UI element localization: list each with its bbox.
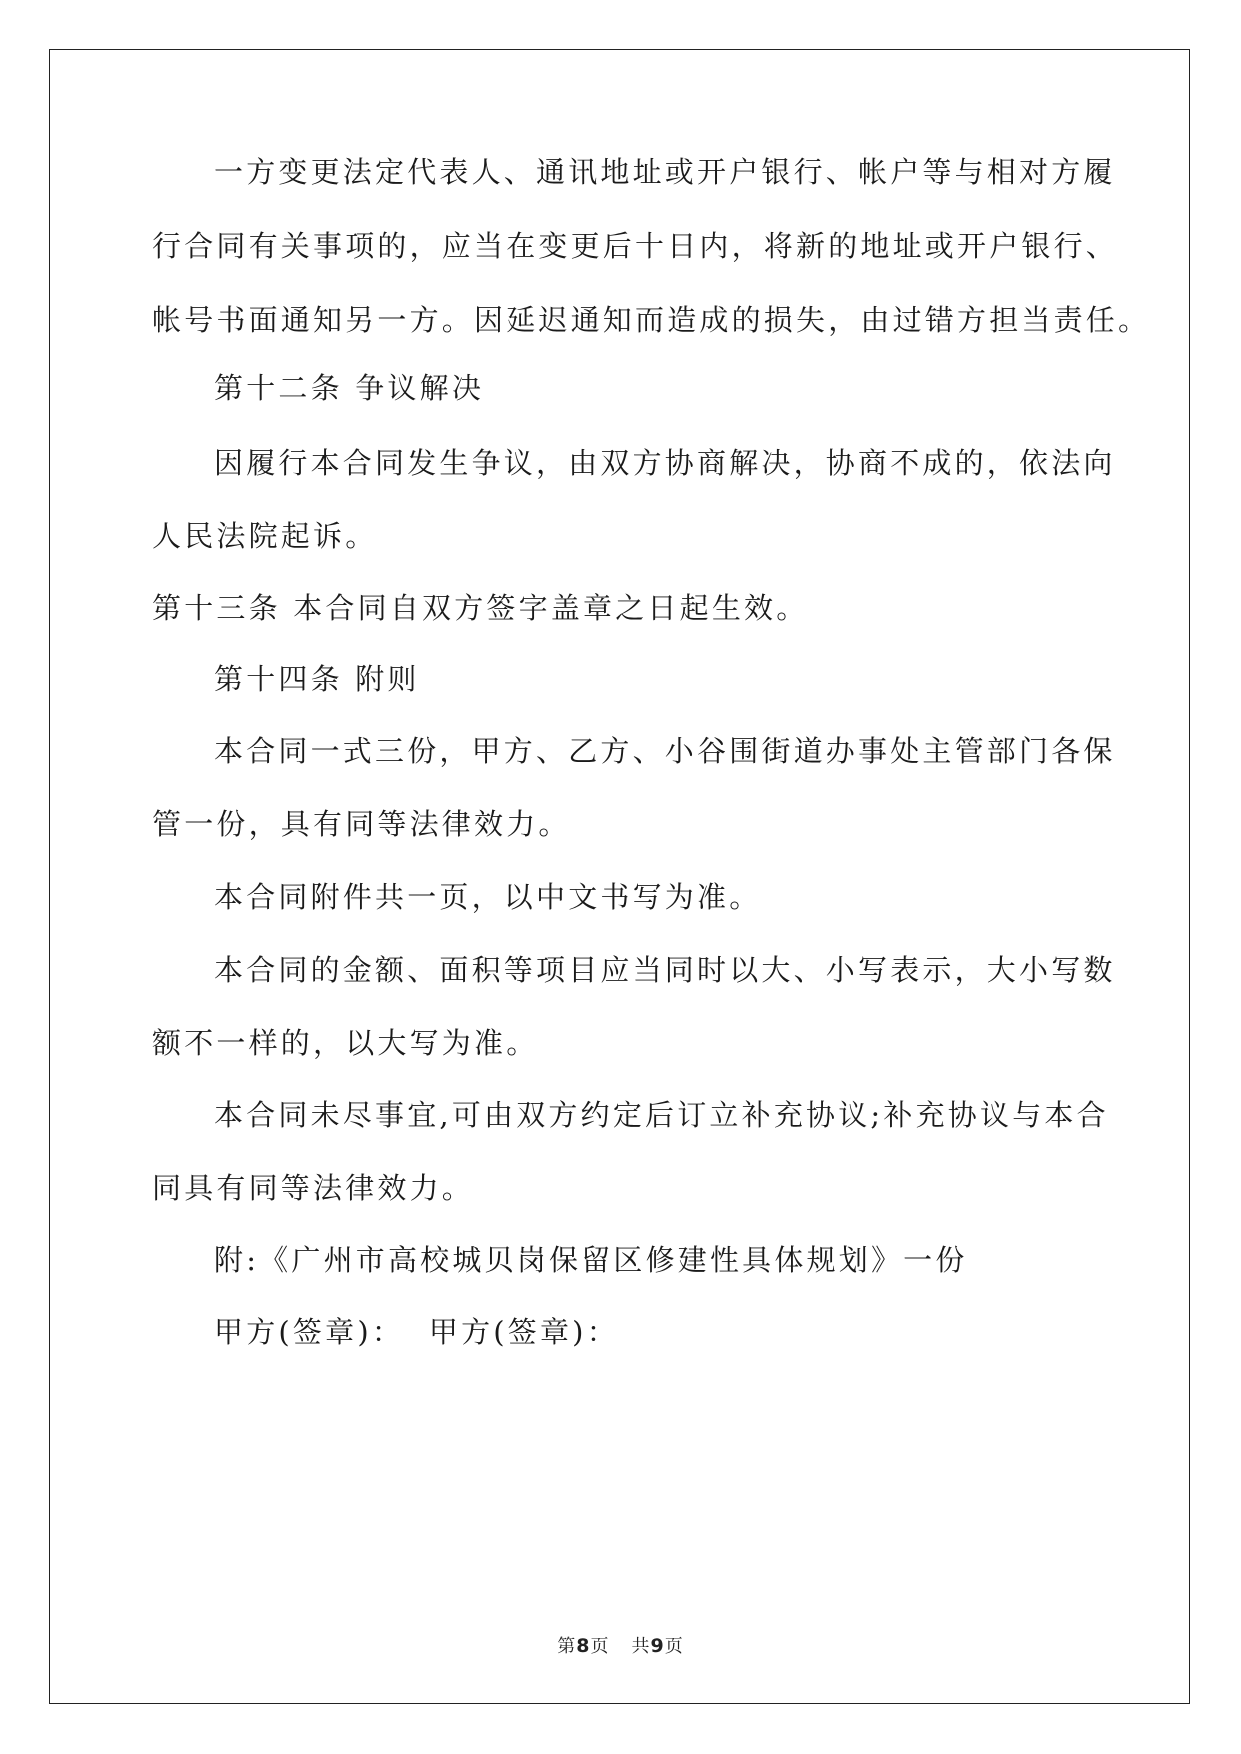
page-mid: 页 [590, 1636, 610, 1657]
section-heading: 第十四条 附则 [214, 662, 420, 696]
page-footer [0, 1632, 1241, 1658]
section-heading: 第十二条 争议解决 [214, 371, 485, 405]
text-line: 人民法院起诉。 [152, 519, 378, 553]
text-line: 管一份，具有同等法律效力。 [152, 807, 571, 841]
page-total: 9 [650, 1635, 665, 1657]
page-current: 8 [576, 1635, 591, 1657]
page-prefix: 第 [557, 1636, 577, 1657]
text-line: 本合同的金额、面积等项目应当同时以大、小写表示，大小写数 [214, 953, 1116, 987]
total-prefix: 共 [631, 1636, 651, 1657]
section-heading: 第十三条 本合同自双方签字盖章之日起生效。 [152, 591, 809, 625]
text-line: 本合同附件共一页，以中文书写为准。 [214, 880, 762, 914]
text-line: 同具有同等法律效力。 [152, 1171, 475, 1205]
text-line: 一方变更法定代表人、通讯地址或开户银行、帐户等与相对方履 [214, 155, 1116, 189]
text-line: 额不一样的，以大写为准。 [152, 1026, 539, 1060]
attachment-line: 附:《广州市高校城贝岗保留区修建性具体规划》一份 [214, 1243, 968, 1277]
text-line: 因履行本合同发生争议，由双方协商解决，协商不成的，依法向 [214, 446, 1116, 480]
text-line: 行合同有关事项的，应当在变更后十日内，将新的地址或开户银行、 [152, 229, 1119, 263]
text-line: 本合同未尽事宜,可由双方约定后订立补充协议;补充协议与本合 [214, 1098, 1109, 1132]
signature-line: 甲方(签章)： 甲方(签章)： [214, 1315, 619, 1349]
text-line: 本合同一式三份，甲方、乙方、小谷围街道办事处主管部门各保 [214, 734, 1116, 768]
total-suffix: 页 [664, 1636, 684, 1657]
text-line: 帐号书面通知另一方。因延迟通知而造成的损失，由过错方担当责任。 [152, 303, 1151, 337]
